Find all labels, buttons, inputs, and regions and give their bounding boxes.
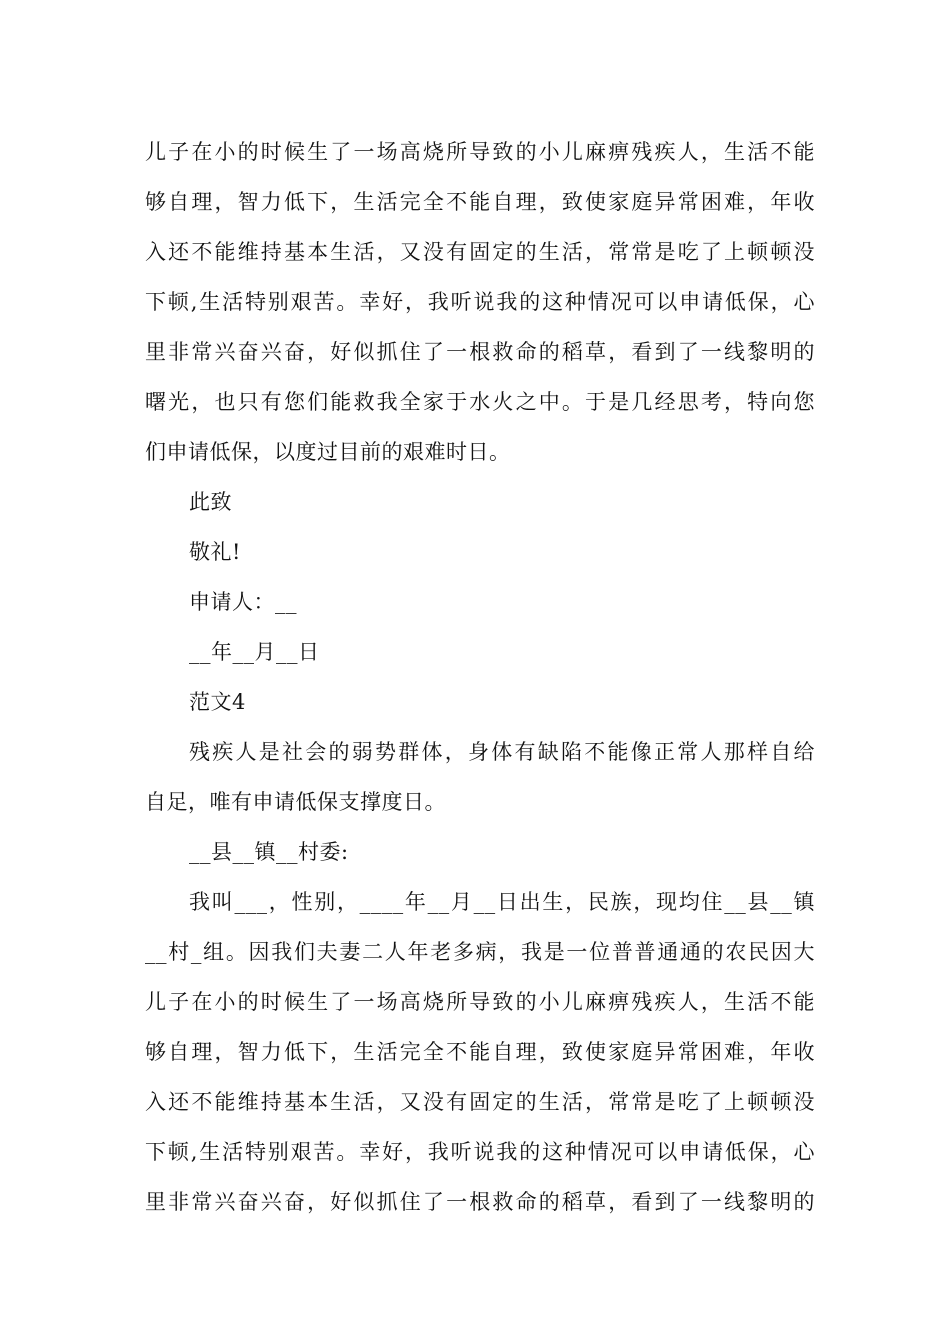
text-line: 儿子在小的时候生了一场高烧所导致的小儿麻痹残疾人，生活不能 — [145, 140, 815, 164]
text-line: __村_组。因我们夫妻二人年老多病，我是一位普普通通的农民因大 — [145, 940, 815, 964]
text-line: 我叫___，性别，____年__月__日出生，民族，现均住__县__镇 — [189, 890, 815, 914]
text-line: 们申请低保，以度过目前的艰难时日。 — [145, 440, 511, 464]
text-line: 曙光，也只有您们能救我全家于水火之中。于是几经思考，特向您 — [145, 390, 815, 414]
text-line: 自足，唯有申请低保支撑度日。 — [145, 790, 446, 814]
text-line: 入还不能维持基本生活，又没有固定的生活，常常是吃了上顿顿没 — [145, 240, 815, 264]
text-line: 里非常兴奋兴奋，好似抓住了一根救命的稻草，看到了一线黎明的 — [145, 1190, 815, 1214]
closing-salutation: 此致 — [189, 490, 232, 514]
section-heading: 范文4 — [189, 690, 246, 714]
date-line: __年__月__日 — [189, 640, 320, 664]
text-line: 儿子在小的时候生了一场高烧所导致的小儿麻痹残疾人，生活不能 — [145, 990, 815, 1014]
closing-regards: 敬礼! — [189, 540, 241, 564]
applicant-signature-line: 申请人：__ — [189, 590, 297, 614]
text-line: 下顿,生活特别艰苦。幸好，我听说我的这种情况可以申请低保，心 — [145, 290, 815, 314]
text-line: 入还不能维持基本生活，又没有固定的生活，常常是吃了上顿顿没 — [145, 1090, 815, 1114]
text-line: 够自理，智力低下，生活完全不能自理，致使家庭异常困难，年收 — [145, 190, 815, 214]
addressee-line: __县__镇__村委: — [189, 840, 349, 864]
text-line: 够自理，智力低下，生活完全不能自理，致使家庭异常困难，年收 — [145, 1040, 815, 1064]
text-line: 里非常兴奋兴奋，好似抓住了一根救命的稻草，看到了一线黎明的 — [145, 340, 815, 364]
text-line: 下顿,生活特别艰苦。幸好，我听说我的这种情况可以申请低保，心 — [145, 1140, 815, 1164]
text-line: 残疾人是社会的弱势群体，身体有缺陷不能像正常人那样自给 — [189, 740, 815, 764]
